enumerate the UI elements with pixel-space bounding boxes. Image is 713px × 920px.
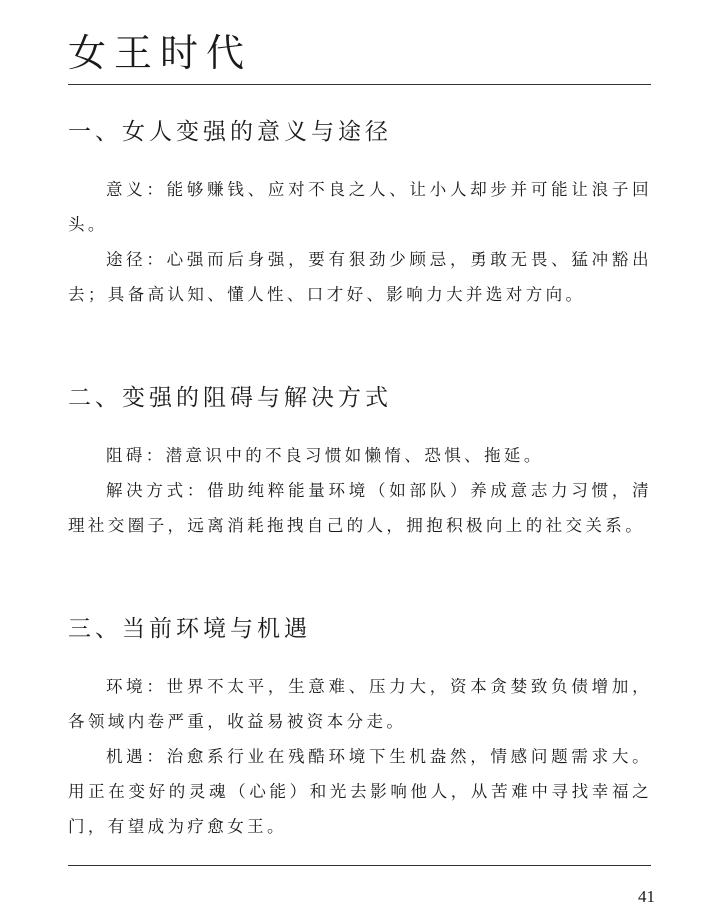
- section-heading: 二、变强的阻碍与解决方式: [68, 385, 392, 411]
- paragraph-opportunity: 机遇：治愈系行业在残酷环境下生机盎然，情感问题需求大。用正在变好的灵魂（心能）和光去影响他人，从苦难中寻找幸福之门，有望成为疗愈女王。: [68, 747, 652, 836]
- page-number: 41: [638, 887, 655, 906]
- top-divider: [68, 84, 651, 85]
- page-title: 女王时代: [68, 31, 253, 75]
- section-environment-and-opportunity: [68, 613, 652, 844]
- bottom-divider: [68, 865, 651, 866]
- section-heading: 一、女人变强的意义与途径: [68, 119, 392, 145]
- paragraph-solutions: 解决方式：借助纯粹能量环境（如部队）养成意志力习惯，清理社交圈子，远离消耗拖拽自己的人，拥抱积极向上的社交关系。: [68, 481, 652, 535]
- section-heading: 三、当前环境与机遇: [68, 616, 311, 642]
- paragraph-meaning: 意义：能够赚钱、应对不良之人、让小人却步并可能让浪子回头。: [68, 180, 652, 234]
- paragraph-path: 途径：心强而后身强，要有狠劲少顾忌，勇敢无畏、猛冲豁出去；具备高认知、懂人性、口才好、影响力大并选对方向。: [68, 250, 652, 304]
- section-meaning-and-path: [68, 116, 652, 312]
- paragraph-environment: 环境：世界不太平，生意难、压力大，资本贪婪致负债增加，各领域内卷严重，收益易被资本分走。: [68, 677, 652, 731]
- paragraph-obstacles: 阻碍：潜意识中的不良习惯如懒惰、恐惧、拖延。: [105, 446, 544, 465]
- section-obstacles-and-solutions: [68, 382, 652, 543]
